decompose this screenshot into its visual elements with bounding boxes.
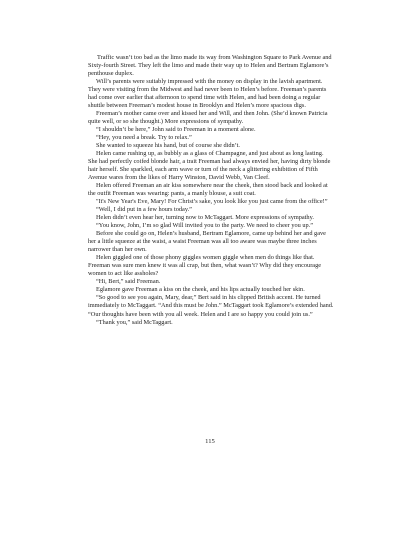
body-text [88, 54, 334, 327]
paragraph: Will’s parents were suitably impressed with the money on display in the lavish apartment. They were visiting from the Midwest and had never been to Helen’s before. Freeman’s parents had come over earlier that afternoon to spend time with Helen, and had been doing a regular shuttle between Freeman’s modest house in Brooklyn and Helen’s more spacious digs. [88, 78, 327, 110]
page-number: 115 [205, 438, 215, 445]
paragraph: “Well, I did put in a few hours today.” [96, 206, 192, 214]
paragraph: Traffic wasn’t too bad as the limo made its way from Washington Square to Park Avenue and Sixty-fourth Street. They left the limo and made their way up to Helen and Bertram Eglamore’s penthouse duplex. [88, 54, 332, 78]
paragraph: “So good to see you again, Mary, dear,” Bert said in his clipped British accent. He turned immediately to McTaggart. “And this must be John.” McTaggart took Eglamore’s extended hand. “Our thoughts have been with you all week. Helen and I are so happy you could join us.” [88, 294, 334, 318]
paragraph: “You know, John, I’m so glad Will invited you to the party. We need to cheer you up.” [96, 222, 314, 230]
paragraph: “I shouldn’t be here,” John said to Freeman in a moment alone. [96, 126, 256, 134]
paragraph: Helen giggled one of those phony giggles women giggle when men do things like that. Freeman was sure men knew it was all crap, but then, what wasn’t? Why did they encourage women to act like assholes? [88, 254, 322, 278]
paragraph: Eglamore gave Freeman a kiss on the cheek, and his lips actually touched her skin. [96, 286, 305, 294]
paragraph: Before she could go on, Helen’s husband, Bertram Eglamore, came up behind her and gave her a little squeeze at the waist, a waist Freeman was all too aware was maybe three inches narrower than her own. [88, 230, 326, 254]
paragraph: “Hey, you need a break. Try to relax.” [96, 134, 192, 142]
paragraph: “Thank you,” said McTaggart. [96, 318, 173, 326]
paragraph: Helen didn’t even hear her, turning now to McTaggart. More expressions of sympathy. [96, 214, 314, 222]
paragraph: She wanted to squeeze his hand, but of course she didn’t. [96, 142, 240, 150]
paragraph: Freeman’s mother came over and kissed her and Will, and then John. (She’d known Patricia quite well, or so she thought.) More expressions of sympathy. [88, 110, 328, 126]
paragraph: Helen came rushing up, as bubbly as a glass of Champagne, and just about as long lasting. She had perfectly coifed blonde hair, a trait Freeman had always envied her, having dirty blonde hair herself. She sparkled, each arm wave or turn of the neck a glittering exhibition of Fifth Avenue wares from the likes of Harry Winston, David Webb, Van Cleef. [88, 150, 331, 182]
paragraph: "It's New Year's Eve, Mary! For Christ’s sake, you look like you just came from the office!” [96, 198, 328, 206]
paragraph: Helen offered Freeman an air kiss somewhere near the cheek, then stood back and looked at the outfit Freeman was wearing: pants, a manly blouse, a suit coat. [88, 182, 328, 198]
paragraph: “Hi, Bert,” said Freeman. [96, 278, 161, 286]
